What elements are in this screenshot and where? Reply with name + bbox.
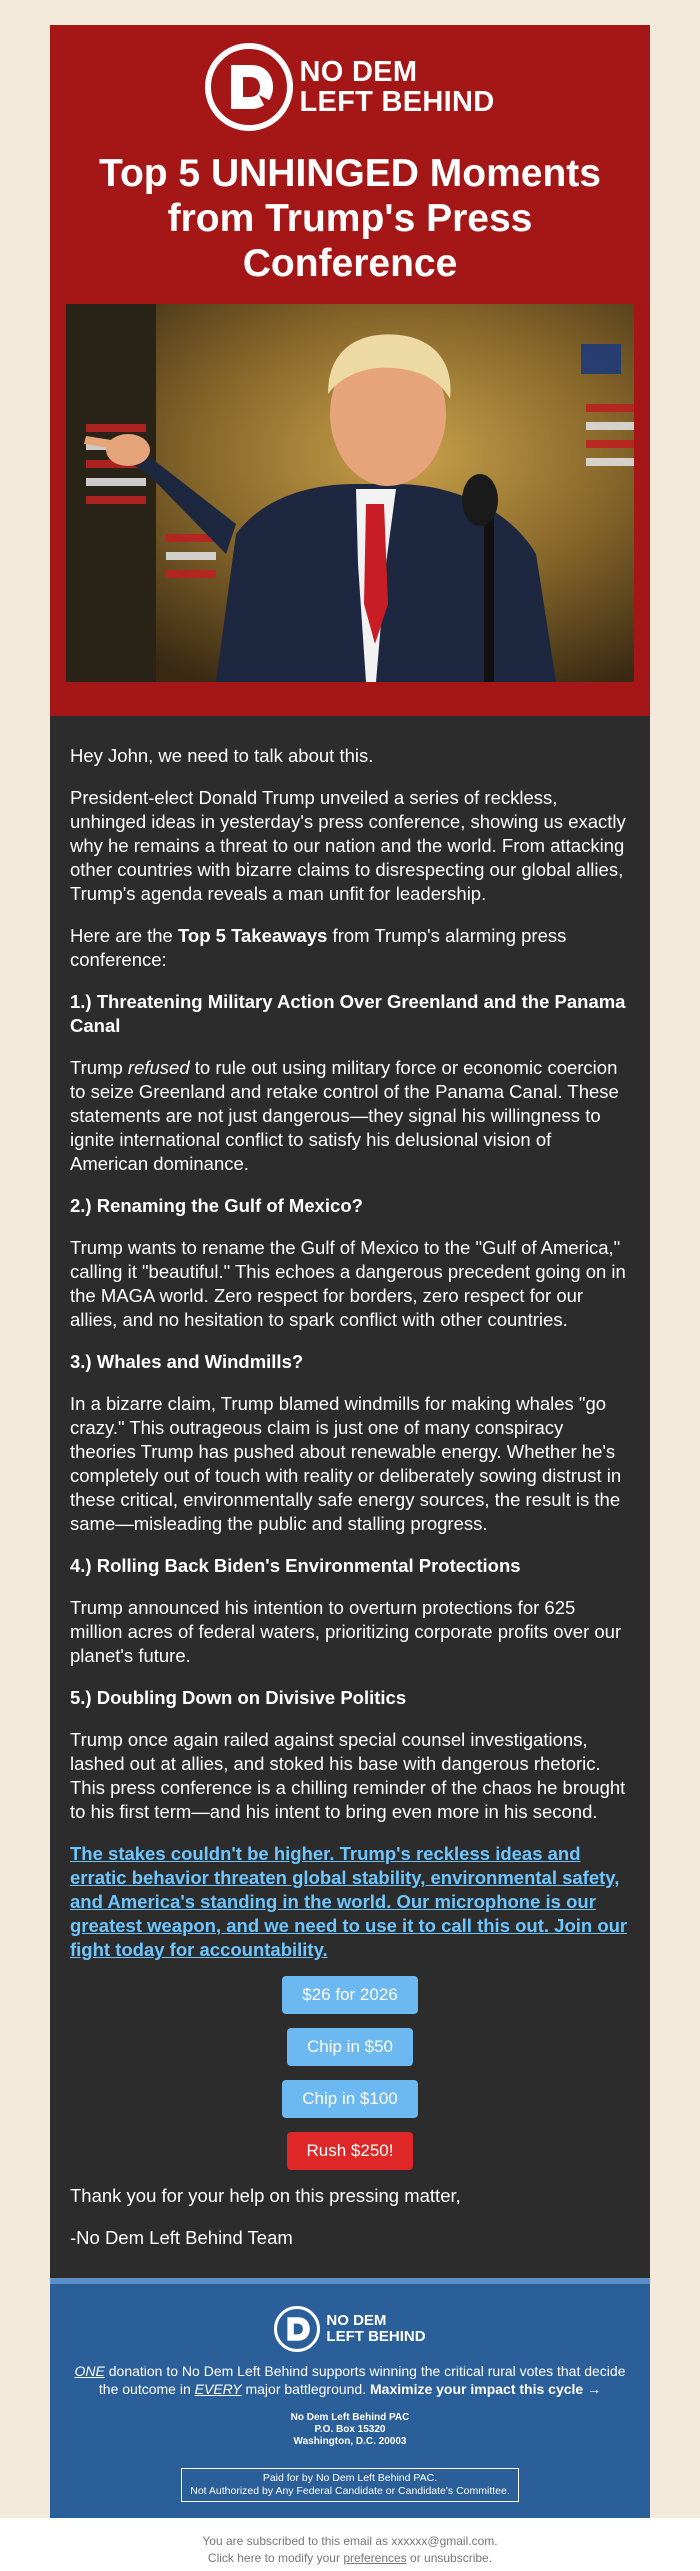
- disclaimer-line-2: Not Authorized by Any Federal Candidate or Candidate's Committee.: [190, 2485, 510, 2497]
- greeting: Hey John, we need to talk about this.: [70, 745, 374, 766]
- item-1-heading: 1.) Threatening Military Action Over Greenland and the Panama Canal: [70, 991, 626, 1036]
- takeaways-post: from Trump's alarming press conference:: [70, 925, 567, 970]
- item-1-body: [70, 1056, 630, 1176]
- footer-city: Washington, D.C. 20003: [293, 2436, 407, 2447]
- footer-brand-line-2: LEFT BEHIND: [326, 2328, 426, 2345]
- email-headline: Top 5 UNHINGED Moments from Trump's Press Conference: [99, 152, 601, 285]
- brand-logo: [66, 43, 634, 131]
- appeal-every: EVERY: [194, 2381, 242, 2397]
- signoff-text: -No Dem Left Behind Team: [70, 2227, 293, 2248]
- donate-100-button[interactable]: Chip in $100: [282, 2080, 417, 2118]
- email-container: [50, 25, 650, 2528]
- item-4-body: Trump announced his intention to overturn protections for 625 million acres of federal waters, prioritizing corporate profits over our planet's future.: [70, 1597, 622, 1666]
- donate-250-button[interactable]: Rush $250!: [287, 2132, 414, 2170]
- intro-paragraph: President-elect Donald Trump unveiled a series of reckless, unhinged ideas in yesterday's press conference, showing us exactly why he remains a threat to our nation and the world. From attacking other countries with bizarre claims to disrespecting our global allies, Trump's agenda reveals a man unfit for leadership.: [70, 787, 626, 904]
- appeal-mid: donation to No Dem Left Behind supports winning the critical rural votes that decide the outcome in: [98, 2363, 626, 2397]
- appeal-end: major battleground.: [241, 2381, 370, 2397]
- brand-name: [299, 57, 494, 117]
- footer-logo: [74, 2306, 626, 2352]
- subscription-line-1: You are subscribed to this email as xxxxxx@gmail.com.: [202, 2534, 498, 2548]
- footer-brand-name: [326, 2313, 425, 2345]
- footer-appeal[interactable]: [74, 2362, 626, 2398]
- subscription-notice: [0, 2518, 700, 2571]
- subscription-line-2: [0, 2550, 700, 2567]
- donate-50-button[interactable]: Chip in $50: [287, 2028, 413, 2066]
- preferences-link[interactable]: preferences: [343, 2551, 407, 2565]
- item-5-heading: 5.) Doubling Down on Divisive Politics: [70, 1687, 407, 1708]
- disclaimer-box: [181, 2468, 519, 2502]
- item-3-body: In a bizarre claim, Trump blamed windmills for making whales "go crazy." This outrageous claim is just one of many conspiracy theories Trump has pushed about renewable energy. Whether he's completely out of touch with reality or deliberately sowing distrust in these critical, environmentally safe energy sources, the result is the same—misleading the public and stalling progress.: [70, 1393, 622, 1534]
- footer-pobox: P.O. Box 15320: [314, 2424, 386, 2435]
- donate-26-button[interactable]: $26 for 2026: [282, 1976, 417, 2014]
- item-1-body-post: to rule out using military force or economic coercion to seize Greenland and retake control of the Panama Canal. These statements are not just dangerous—they signal his willingness to ignite international conflict to satisfy his delusional vision of American dominance.: [70, 1057, 619, 1174]
- brand-line-2: LEFT BEHIND: [299, 86, 495, 118]
- disclaimer-line-1: Paid for by No Dem Left Behind PAC.: [262, 2472, 438, 2484]
- email-header: [50, 25, 650, 716]
- d-logo-icon: [205, 43, 293, 131]
- footer-address: [74, 2412, 626, 2448]
- appeal-one: ONE: [74, 2363, 105, 2379]
- item-1-body-em: refused: [127, 1057, 190, 1078]
- speaker-at-podium-photo: [66, 304, 634, 682]
- appeal-bold: Maximize your impact this cycle →: [370, 2381, 602, 2397]
- email-footer: [50, 2278, 650, 2528]
- item-4-heading: 4.) Rolling Back Biden's Environmental Protections: [70, 1555, 521, 1576]
- item-5-body: Trump once again railed against special counsel investigations, lashed out at allies, and stoked his base with dangerous rhetoric. This press conference is a chilling reminder of the chaos he brought to his first term—and his intent to bring even more in his second.: [70, 1729, 626, 1822]
- thanks-text: Thank you for your help on this pressing matter,: [70, 2185, 461, 2206]
- d-logo-icon: [274, 2306, 320, 2352]
- takeaways-intro: [70, 924, 630, 972]
- takeaways-bold: Top 5 Takeaways: [177, 925, 328, 946]
- takeaways-pre: Here are the: [70, 925, 178, 946]
- subscription-pre: Click here to modify your: [207, 2551, 344, 2565]
- footer-org: No Dem Left Behind PAC: [290, 2412, 410, 2423]
- item-2-body: Trump wants to rename the Gulf of Mexico to the "Gulf of America," calling it "beautiful." This echoes a dangerous precedent going on in the MAGA world. Zero respect for borders, zero respect for our allies, and no hesitation to spark conflict with other countries.: [70, 1237, 626, 1330]
- cta-link[interactable]: The stakes couldn't be higher. Trump's reckless ideas and erratic behavior threaten global stability, environmental safety, and America's standing in the world. Our microphone is our greatest weapon, and we need to use it to call this out. Join our fight today for accountability.: [70, 1843, 628, 1960]
- item-1-body-pre: Trump: [70, 1057, 128, 1078]
- item-2-heading: 2.) Renaming the Gulf of Mexico?: [70, 1195, 363, 1216]
- brand-line-1: NO DEM: [299, 56, 418, 88]
- unsubscribe-text[interactable]: or unsubscribe.: [406, 2551, 493, 2565]
- item-3-heading: 3.) Whales and Windmills?: [70, 1351, 304, 1372]
- email-body: [50, 716, 650, 2278]
- footer-brand-line-1: NO DEM: [326, 2312, 387, 2329]
